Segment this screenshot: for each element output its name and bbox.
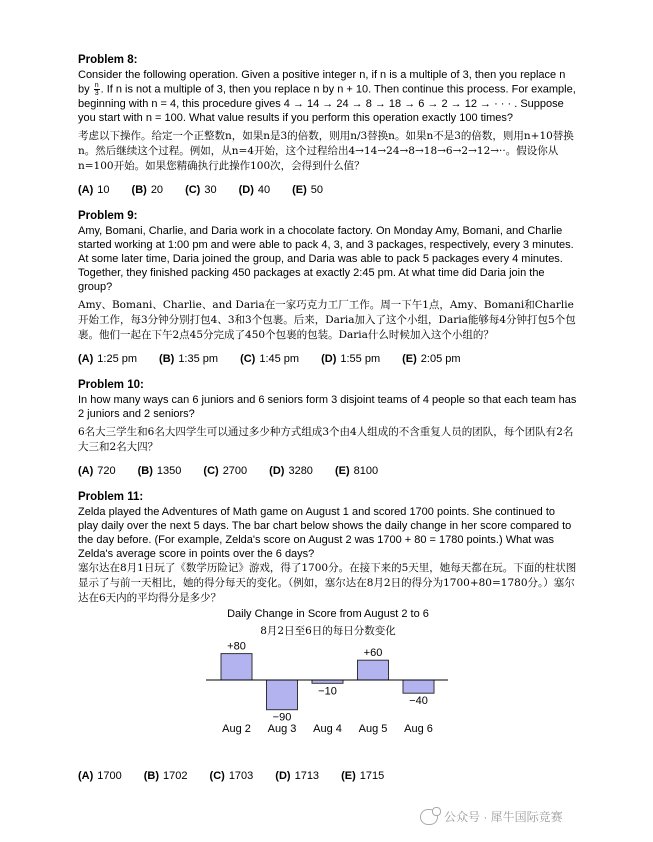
problem-8-choices — [78, 184, 578, 196]
answer-choice — [402, 353, 460, 365]
problem-8-text-zh: 考虑以下操作。给定一个正整数n，如果n是3的倍数，则用n/3替换n。如果n不是3的倍数，则用n+10替换n。然后继续这个过程。例如，从n=4开始，这个过程给出4→14→24→8→18→6→2→12→··。假设你从n=100开始。如果您精确执行此操作100次，会得到什么值？ — [78, 130, 574, 172]
problem-8 — [78, 54, 578, 196]
problem-8-text-en: Consider the following operation. Given a positive integer n, if n is a multiple of 3, then you replace n by $\frac{n}{3}$ . If n is not a multiple of 3, then you replace n by n + 10. Then continue this process. For example, beginning with n = 4, this procedure gives 4 → 14 → 24 → 8 → 18 → 6 → 2 → 12 → · · · . Suppose you start with n = 100. What value results if you perform this operation exactly 100 times? — [78, 69, 576, 124]
choice-label: (B) — [131, 184, 147, 196]
score-change-chart — [78, 608, 578, 758]
problem-10-title: Problem 10: — [78, 379, 144, 391]
choice-label: (A) — [78, 770, 94, 782]
choice-label: (E) — [334, 465, 350, 477]
data-label: +60 — [363, 647, 383, 660]
category-label: Aug 2 — [222, 723, 251, 735]
choice-value: 1713 — [294, 770, 320, 782]
choice-label: (C) — [203, 465, 219, 477]
watermark-text: 公众号 · 犀牛国际竞赛 — [444, 810, 563, 824]
choice-label: (D) — [275, 770, 291, 782]
answer-choice — [159, 353, 218, 365]
problem-11-choices — [78, 770, 578, 782]
problem-11-text-zh: 塞尔达在8月1日玩了《数学历险记》游戏，得了1700分。在接下来的5天里，她每天都在玩。下面的柱状图显示了与前一天相比，她的得分每天的变化。（例如，塞尔达在8月2日的得分为1700+80=1780分。）塞尔达在6天内的平均得分是多少？ — [78, 562, 577, 604]
answer-choice — [144, 770, 188, 782]
choice-value: 1715 — [359, 770, 385, 782]
answer-choice — [132, 184, 164, 196]
answer-choice — [341, 770, 384, 782]
category-label: Aug 5 — [358, 723, 388, 735]
bar-aug-2 — [221, 654, 252, 680]
choice-value: 1:25 pm — [97, 353, 138, 365]
answer-choice — [240, 353, 299, 365]
choice-label: (A) — [78, 353, 94, 365]
choice-value: 20 — [150, 184, 164, 196]
choice-label: (E) — [402, 353, 417, 365]
choice-label: (B) — [143, 770, 160, 782]
choice-value: 1:55 pm — [340, 353, 381, 365]
problem-8-title: Problem 8: — [78, 54, 138, 66]
choice-label: (D) — [321, 353, 337, 365]
answer-choice — [78, 353, 137, 365]
choice-value: 1702 — [163, 770, 188, 782]
problem-10-text-zh: 6名大三学生和6名大四学生可以通过多少种方式组成3个由4人组成的不含重复人员的团队，每个团队有2名大三和2名大四？ — [78, 426, 574, 453]
data-label: −10 — [318, 685, 337, 698]
answer-choice — [269, 465, 313, 477]
choice-label: (A) — [78, 465, 94, 477]
choice-value: 2700 — [222, 465, 248, 477]
problem-11-title: Problem 11: — [78, 491, 144, 503]
choice-value: 2:05 pm — [420, 353, 461, 365]
choice-value: 30 — [204, 184, 217, 196]
answer-choice — [321, 353, 380, 365]
bar-aug-5 — [358, 660, 389, 680]
data-label: −90 — [272, 711, 292, 724]
bar-aug-6 — [403, 680, 434, 693]
choice-value: 1700 — [97, 770, 122, 782]
answer-choice — [203, 465, 247, 477]
problem-11 — [78, 491, 578, 782]
answer-choice — [78, 465, 116, 477]
chart-subtitle: 8月2日至6日的每日分数变化 — [260, 625, 396, 637]
choice-label: (D) — [269, 465, 285, 477]
choice-value: 1:45 pm — [259, 353, 300, 365]
answer-choice — [239, 184, 271, 196]
answer-choice — [210, 770, 254, 782]
problem-9-choices — [78, 353, 578, 365]
choice-label: (A) — [78, 184, 94, 196]
problem-10 — [78, 379, 578, 477]
problem-10-text-en: In how many ways can 6 juniors and 6 seniors form 3 disjoint teams of 4 people so that each team has 2 juniors and 2 seniors? — [78, 394, 577, 420]
choice-value: 3280 — [288, 465, 313, 477]
bar-aug-3 — [267, 680, 298, 710]
answer-choice — [292, 184, 323, 196]
choice-value: 1350 — [156, 465, 182, 477]
data-label: −40 — [409, 695, 428, 708]
answer-choice — [275, 770, 319, 782]
choice-label: (C) — [209, 770, 225, 782]
choice-label: (C) — [185, 184, 201, 196]
choice-value: 50 — [310, 184, 324, 196]
problem-9-text-en: Amy, Bomani, Charlie, and Daria work in a chocolate factory. On Monday Amy, Bomani, and Charlie started working at 1:00 pm and were able to pack 4, 3, and 3 packages, respectively, every 3 minutes. At some later time, Daria joined the group, and Daria was able to pack 5 packages every 4 minutes. Together, they finished packing 450 packages at exactly 2:45 pm. At what time did Daria join the group? — [78, 225, 574, 293]
choice-label: (C) — [240, 353, 256, 365]
answer-choice — [138, 465, 182, 477]
problem-9 — [78, 210, 578, 365]
choice-value: 720 — [97, 465, 116, 477]
problem-9-title: Problem 9: — [78, 210, 138, 222]
category-label: Aug 3 — [267, 723, 297, 735]
problem-11-text-en: Zelda played the Adventures of Math game on August 1 and scored 1700 points. She continued to play daily over the next 5 days. The bar chart below shows the daily change in her score compared to the day before. (For example, Zelda's score on August 2 was 1700 + 80 = 1780 points.) What was Zelda's average score in points over the 6 days? — [78, 506, 572, 560]
answer-choice — [185, 184, 217, 196]
choice-label: (E) — [292, 184, 307, 196]
problem-9-text-zh: Amy、Bomani、Charlie、and Daria在一家巧克力工厂工作。周一下午1点，Amy、Bomani和Charlie开始工作，每3分钟分别打包4、3和3个包裹。后来，Daria加入了这个小组，Daria能够每4分钟打包5个包裹。他们一起在下午2点45分完成了450个包裹的包装。Daria什么时候加入这个小组的？ — [78, 299, 576, 341]
answer-choice — [335, 465, 378, 477]
chart-title: Daily Change in Score from August 2 to 6 — [227, 608, 429, 620]
choice-label: (D) — [238, 184, 254, 196]
choice-label: (E) — [341, 770, 356, 782]
fraction-n-over-3: $\frac{n}{3}$ — [94, 82, 99, 97]
choice-value: 8100 — [353, 465, 379, 477]
choice-value: 1:35 pm — [178, 353, 219, 365]
category-label: Aug 6 — [404, 723, 433, 735]
document-page — [78, 54, 578, 796]
choice-value: 10 — [97, 184, 110, 196]
answer-choice — [78, 770, 122, 782]
watermark — [420, 808, 635, 825]
choice-value: 40 — [257, 184, 271, 196]
choice-label: (B) — [159, 353, 175, 365]
answer-choice — [78, 184, 110, 196]
bar-chart-svg — [78, 608, 578, 758]
wechat-icon — [420, 809, 438, 825]
choice-label: (B) — [137, 465, 153, 477]
choice-value: 1703 — [228, 770, 254, 782]
category-label: Aug 4 — [313, 723, 342, 735]
data-label: +80 — [227, 640, 246, 653]
problem-10-choices — [78, 465, 578, 477]
